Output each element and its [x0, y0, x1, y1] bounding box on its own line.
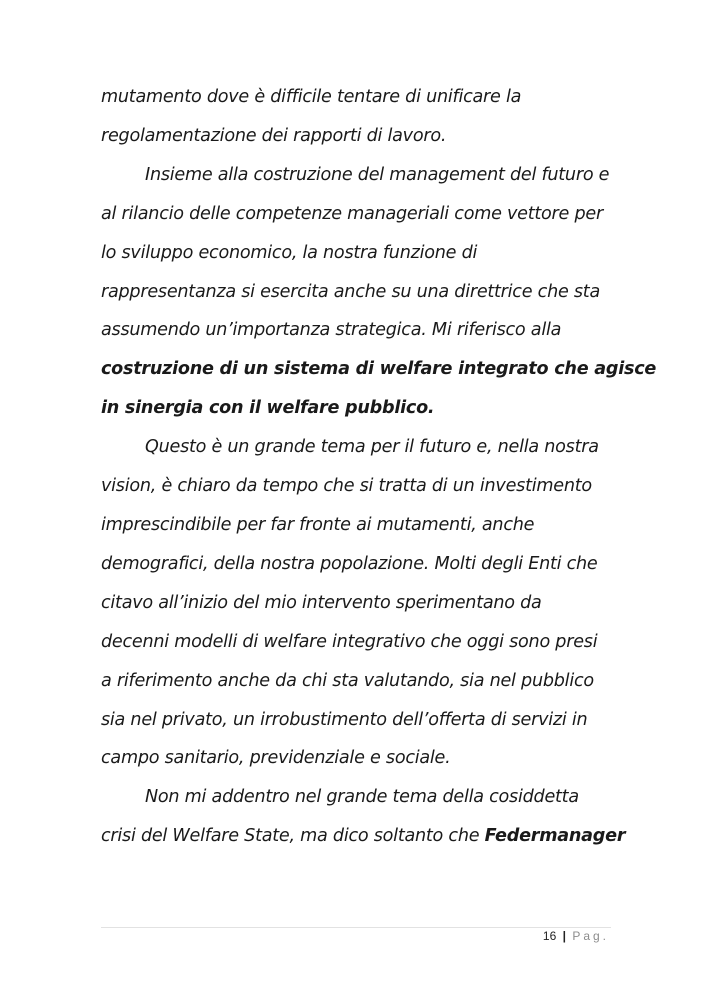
text-run: Non mi addentro nel grande tema della cosiddetta [145, 787, 579, 808]
text-line [101, 156, 611, 195]
text-line [101, 234, 611, 273]
text-line [101, 311, 611, 350]
text-run: decenni modelli di welfare integrativo che oggi sono presi [101, 631, 598, 652]
text-line [101, 701, 611, 740]
text-run: vision, è chiaro da tempo che si tratta di un investimento [101, 476, 592, 497]
paragraph [101, 428, 611, 778]
footer-separator: | [562, 929, 566, 943]
bold-text-run: costruzione di un sistema di welfare integrato che agisce [101, 359, 657, 380]
page-label: Pag. [572, 929, 609, 943]
paragraph [101, 156, 657, 428]
text-run: Questo è un grande tema per il futuro e, nella nostra [145, 437, 599, 458]
text-line [101, 389, 611, 428]
text-run: campo sanitario, previdenziale e sociale. [101, 748, 451, 769]
page-number: 16 [542, 929, 557, 943]
text-run: sia nel privato, un irrobustimento dell’offerta di servizi in [101, 709, 588, 730]
document-body [101, 78, 657, 856]
text-line [101, 545, 611, 584]
text-line [101, 623, 611, 662]
text-run: lo sviluppo economico, la nostra funzione di [101, 242, 478, 263]
text-line [101, 506, 611, 545]
text-line [101, 428, 611, 467]
text-run: imprescindibile per far fronte ai mutamenti, anche [101, 514, 535, 535]
text-run: citavo all’inizio del mio intervento sperimentano da [101, 592, 542, 613]
text-line [101, 739, 611, 778]
text-run: mutamento dove è difficile tentare di unificare la [101, 87, 522, 107]
text-line [101, 195, 611, 234]
bold-text-run: in sinergia con il welfare pubblico. [101, 398, 435, 419]
text-line [101, 78, 611, 117]
paragraph [101, 778, 626, 856]
text-line [101, 350, 657, 389]
text-line [101, 662, 611, 701]
text-run: a riferimento anche da chi sta valutando, sia nel pubblico [101, 670, 594, 691]
text-run: demografici, della nostra popolazione. Molti degli Enti che [101, 553, 598, 574]
text-run: Insieme alla costruzione del management del futuro e [145, 164, 610, 185]
text-line [101, 778, 611, 817]
text-run: regolamentazione dei rapporti di lavoro. [101, 125, 447, 146]
paragraph [101, 78, 611, 156]
footer-divider [101, 927, 611, 928]
text-run: crisi del Welfare State, ma dico soltanto che [101, 826, 485, 847]
bold-text-run: Federmanager [484, 826, 626, 847]
text-run: assumendo un’importanza strategica. Mi riferisco alla [101, 320, 562, 341]
text-run: rappresentanza si esercita anche su una direttrice che sta [101, 281, 600, 302]
text-line [101, 117, 611, 156]
text-line [101, 584, 611, 623]
text-line [101, 817, 626, 856]
text-line [101, 467, 611, 506]
text-run: al rilancio delle competenze manageriali come vettore per [101, 203, 603, 224]
text-line [101, 273, 611, 312]
page-footer [543, 929, 609, 943]
